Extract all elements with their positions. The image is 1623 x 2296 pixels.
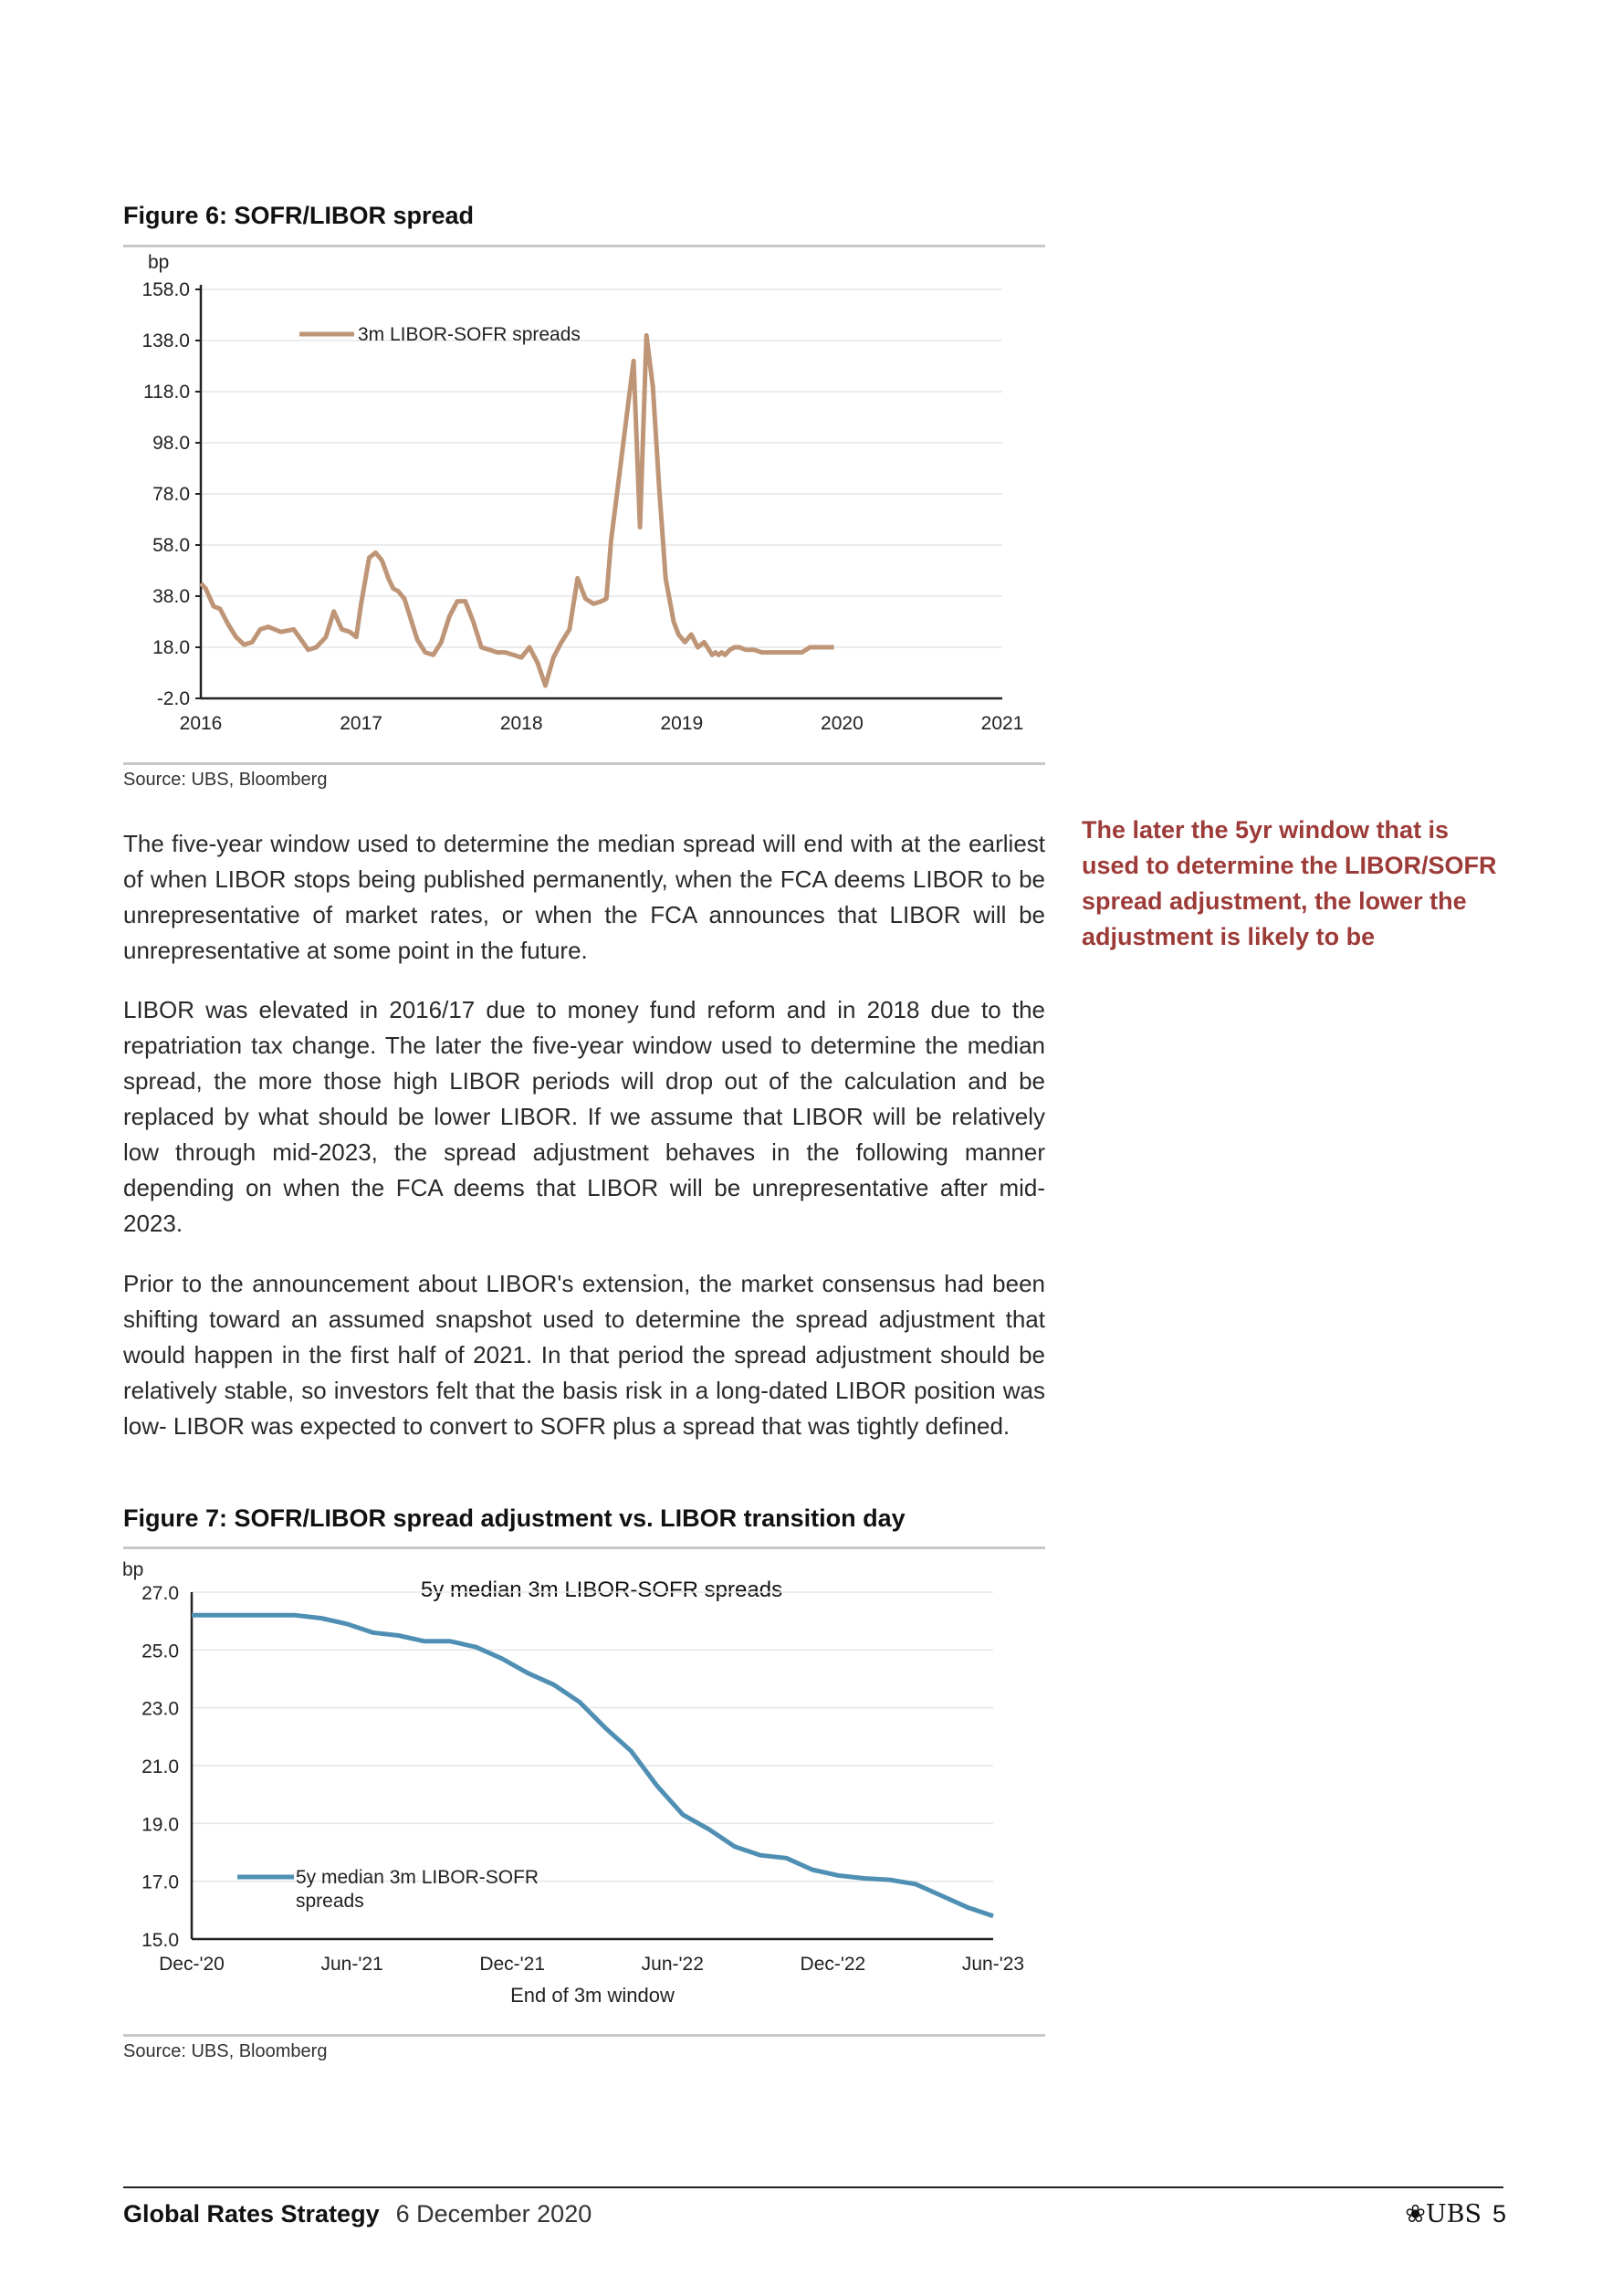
y-tick-label: 25.0 [141, 1641, 179, 1662]
figure-7-top-rule [123, 1546, 1045, 1549]
y-tick-label: 19.0 [141, 1814, 179, 1836]
x-tick-label: 2021 [980, 713, 1024, 734]
series-line-3m-libor-sofr [201, 335, 834, 686]
y-tick-label: 118.0 [143, 382, 190, 403]
x-axis-label: End of 3m window [510, 1984, 675, 2007]
y-tick-label: 78.0 [152, 484, 190, 505]
figure-7-chart [110, 1552, 1050, 2027]
legend-label: 5y median 3m LIBOR-SOFR spreads [296, 1867, 539, 1912]
x-tick-label: Jun-'23 [961, 1954, 1025, 1975]
page-number: 5 [1492, 2200, 1506, 2228]
paragraph-1: The five-year window used to determine the median spread will end with at the earliest of when LIBOR stops being published permanently, when the FCA deems LIBOR to be unrepresentative of market rates, or when the FCA announces that LIBOR will be unrepresentative at some point in the future. [123, 830, 1045, 964]
y-tick-label: -2.0 [156, 688, 190, 709]
x-tick-label: Dec-'21 [479, 1954, 546, 1975]
chart-title: 5y median 3m LIBOR-SOFR spreads [420, 1578, 783, 1602]
footer-right [1405, 2200, 1506, 2228]
footer-left [123, 2200, 592, 2228]
paragraph-3: Prior to the announcement about LIBOR's extension, the market consensus had been shifting toward an assumed snapshot used to determine the spread adjustment that would happen in the first half of 2021. In that period the spread adjustment should be relatively stable, so investors felt that the basis risk in a long-dated LIBOR position was low- LIBOR was expected to convert to SOFR plus a spread that was tightly defined. [123, 1270, 1045, 1440]
y-tick-label: 23.0 [141, 1698, 179, 1720]
figure-6-chart [110, 248, 1050, 755]
y-tick-label: 138.0 [141, 330, 190, 351]
y-tick-label: 18.0 [152, 637, 190, 658]
x-tick-label: 2020 [821, 713, 864, 734]
y-tick-label: 38.0 [152, 586, 190, 607]
x-tick-label: Dec-'20 [159, 1954, 225, 1975]
y-tick-label: 58.0 [152, 535, 190, 556]
y-axis-unit: bp [122, 1559, 144, 1580]
footer-brand: Global Rates Strategy [123, 2200, 380, 2228]
y-tick-label: 98.0 [152, 433, 190, 454]
x-tick-label: 2018 [499, 713, 543, 734]
y-axis-unit: bp [148, 252, 170, 273]
y-tick-label: 15.0 [141, 1930, 179, 1951]
figure-6-top-rule [123, 245, 1045, 247]
y-tick-label: 21.0 [141, 1756, 179, 1777]
ubs-logo: ❀UBS [1405, 2200, 1482, 2228]
figure-7-bottom-rule [123, 2034, 1045, 2037]
figure-7-title: Figure 7: SOFR/LIBOR spread adjustment vs. LIBOR transition day [123, 1504, 906, 1532]
figure-6-source: Source: UBS, Bloomberg [123, 770, 328, 790]
figure-7-source: Source: UBS, Bloomberg [123, 2041, 328, 2061]
x-tick-label: Jun-'22 [641, 1954, 704, 1975]
sidenote: The later the 5yr window that is used to determine the LIBOR/SOFR spread adjustment, the lower the adjustment is likely to be [1082, 816, 1497, 950]
figure-6-title: Figure 6: SOFR/LIBOR spread [123, 202, 475, 229]
x-tick-label: 2016 [179, 713, 223, 734]
x-tick-label: 2019 [660, 713, 704, 734]
footer-rule [123, 2186, 1503, 2188]
x-tick-label: Dec-'22 [800, 1954, 866, 1975]
y-tick-label: 17.0 [141, 1871, 179, 1893]
x-tick-label: Jun-'21 [320, 1954, 383, 1975]
legend-label: 3m LIBOR-SOFR spreads [358, 324, 581, 345]
x-tick-label: 2017 [340, 713, 382, 734]
y-tick-label: 158.0 [141, 279, 190, 300]
figure-6-bottom-rule [123, 762, 1045, 765]
y-tick-label: 27.0 [141, 1583, 179, 1604]
footer-date: 6 December 2020 [395, 2200, 592, 2228]
paragraph-2: LIBOR was elevated in 2016/17 due to money fund reform and in 2018 due to the repatriation tax change. The later the five-year window used to determine the median spread, the more those high LIBOR periods will drop out of the calculation and be replaced by what should be lower LIBOR. If we assume that LIBOR will be relatively low through mid-2023, the spread adjustment behaves in the following manner depending on when the FCA deems that LIBOR will be unrepresentative after mid-2023. [123, 996, 1045, 1237]
